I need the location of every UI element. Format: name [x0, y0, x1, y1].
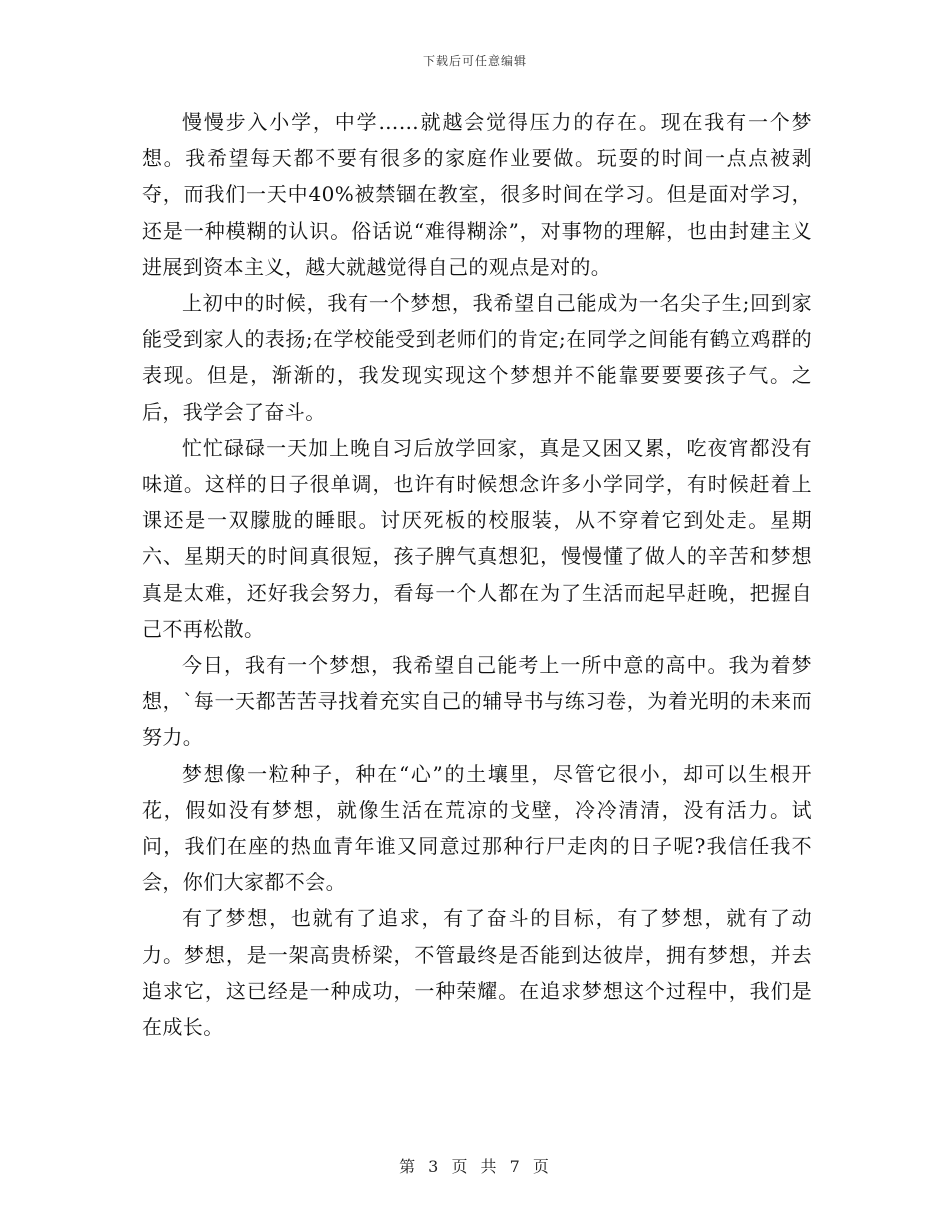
document-body	[142, 104, 812, 1045]
page-number: 第 3 页 共 7 页	[399, 1157, 551, 1176]
paragraph-6: 有了梦想，也就有了追求，有了奋斗的目标，有了梦想，就有了动力。梦想，是一架高贵桥梁，不管最终是否能到达彼岸，拥有梦想，并去追求它，这已经是一种成功，一种荣耀。在追求梦想这个过程中，我们是在成长。	[142, 906, 812, 1040]
page-header: 下载后可任意编辑	[422, 54, 527, 68]
paragraph-3: 忙忙碌碌一天加上晚自习后放学回家，真是又困又累，吃夜宵都没有味道。这样的日子很单调，也许有时候想念许多小学同学，有时候赶着上课还是一双朦胧的睡眼。讨厌死板的校服装，从不穿着它到处走。星期六、星期天的时间真很短，孩子脾气真想犯，慢慢懂了做人的辛苦和梦想真是太难，还好我会努力，看每一个人都在为了生活而起早赶晚，把握自己不再松散。	[142, 435, 812, 641]
paragraph-4: 今日，我有一个梦想，我希望自己能考上一所中意的高中。我为着梦想，`每一天都苦苦寻找着充实自己的辅导书与练习卷，为着光明的未来而努力。	[142, 653, 812, 750]
paragraph-5: 梦想像一粒种子，种在“心”的土壤里，尽管它很小，却可以生根开花，假如没有梦想，就像生活在荒凉的戈壁，冷冷清清，没有活力。试问，我们在座的热血青年谁又同意过那种行尸走肉的日子呢?我信任我不会，你们大家都不会。	[142, 761, 812, 895]
paragraph-1: 慢慢步入小学，中学……就越会觉得压力的存在。现在我有一个梦想。我希望每天都不要有很多的家庭作业要做。玩耍的时间一点点被剥夺，而我们一天中40%被禁锢在教室，很多时间在学习。但是面对学习，还是一种模糊的认识。俗话说“难得糊涂”，对事物的理解，也由封建主义进展到资本主义，越大就越觉得自己的观点是对的。	[142, 110, 812, 279]
paragraph-2: 上初中的时候，我有一个梦想，我希望自己能成为一名尖子生;回到家能受到家人的表扬;在学校能受到老师们的肯定;在同学之间能有鹤立鸡群的表现。但是，渐渐的，我发现实现这个梦想并不能靠要要要孩子气。之后，我学会了奋斗。	[142, 291, 812, 424]
